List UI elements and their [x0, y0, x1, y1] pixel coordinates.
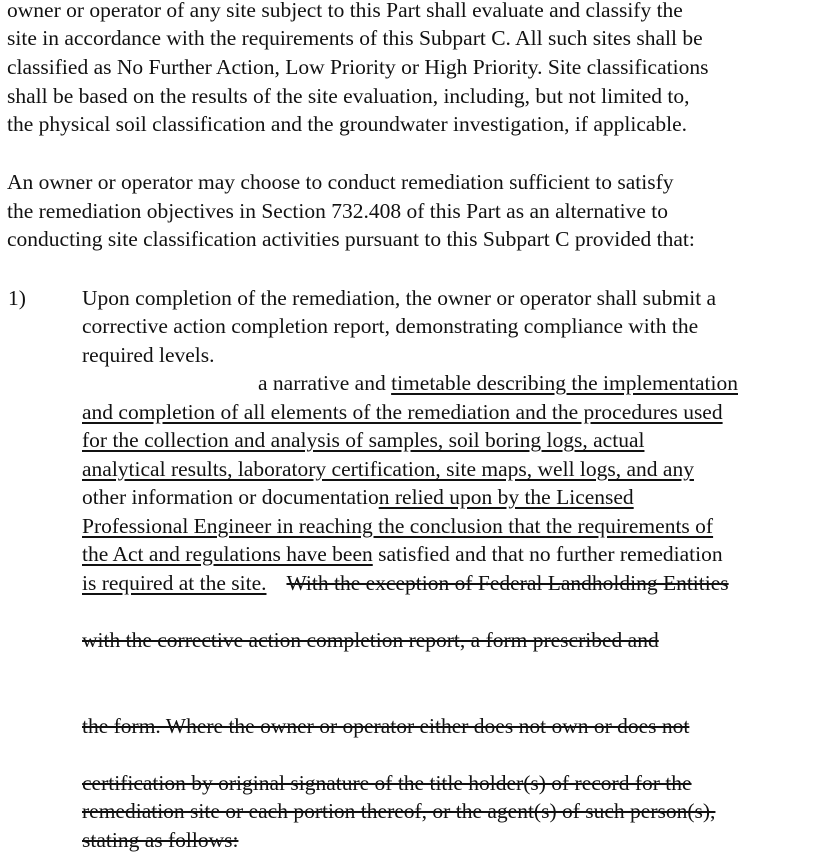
item-line-4: [258, 369, 738, 397]
item-line-4-plain: a narrative and: [258, 371, 392, 395]
item-line-10-inserted: the Act and regulations have been: [82, 542, 373, 566]
paragraph-1-line-5: the physical soil classification and the groundwater investigation, if applicable.: [7, 112, 688, 136]
item-line-10: [82, 540, 723, 568]
paragraph-1-line-4: shall be based on the results of the site evaluation, including, but not limited to,: [7, 84, 690, 108]
deleted-line-4: remediation site or each portion thereof, or the agent(s) of such person(s),: [82, 799, 716, 823]
deleted-line-1: with the corrective action completion report, a form prescribed and: [82, 628, 659, 652]
deleted-line-5: stating as follows:: [82, 828, 239, 852]
item-line-6-inserted: for the collection and analysis of samples, soil boring logs, actual: [82, 428, 645, 452]
paragraph-1-line-3: classified as No Further Action, Low Priority or High Priority. Site classifications: [7, 55, 709, 79]
item-number: 1): [8, 286, 26, 310]
item-line-9-inserted: Professional Engineer in reaching the conclusion that the requirements of: [82, 514, 714, 538]
deleted-line-3: certification by original signature of the title holder(s) of record for the: [82, 771, 692, 795]
deleted-line-2: the form. Where the owner or operator either does not own or does not: [82, 714, 690, 738]
item-line-7-inserted: analytical results, laboratory certification, site maps, well logs, and any: [82, 457, 694, 481]
paragraph-1-line-1: owner or operator of any site subject to this Part shall evaluate and classify the: [7, 0, 683, 22]
paragraph-2-line-2: the remediation objectives in Section 732.408 of this Part as an alternative to: [7, 199, 668, 223]
paragraph-2-line-3: conducting site classification activities pursuant to this Subpart C provided that:: [7, 227, 695, 251]
item-line-11-inserted: is required at the site.: [82, 571, 267, 595]
item-line-11-deleted: With the exception of Federal Landholding Entities: [286, 571, 729, 595]
item-line-3: required levels.: [82, 343, 215, 367]
item-line-8-inserted: n relied upon by the Licensed: [378, 485, 634, 509]
item-line-4-inserted: timetable describing the implementation: [391, 371, 738, 395]
item-line-11: [82, 569, 729, 597]
item-line-5-inserted: and completion of all elements of the remediation and the procedures used: [82, 400, 723, 424]
paragraph-2-line-1: An owner or operator may choose to conduct remediation sufficient to satisfy: [7, 170, 674, 194]
item-line-1: Upon completion of the remediation, the owner or operator shall submit a: [82, 286, 717, 310]
paragraph-1-line-2: site in accordance with the requirements of this Subpart C. All such sites shall be: [7, 26, 703, 50]
item-line-10-plain: satisfied and that no further remediation: [372, 542, 723, 566]
item-line-8: [82, 483, 634, 511]
item-line-8-plain: other information or documentatio: [82, 485, 379, 509]
item-line-2: corrective action completion report, demonstrating compliance with the: [82, 314, 699, 338]
